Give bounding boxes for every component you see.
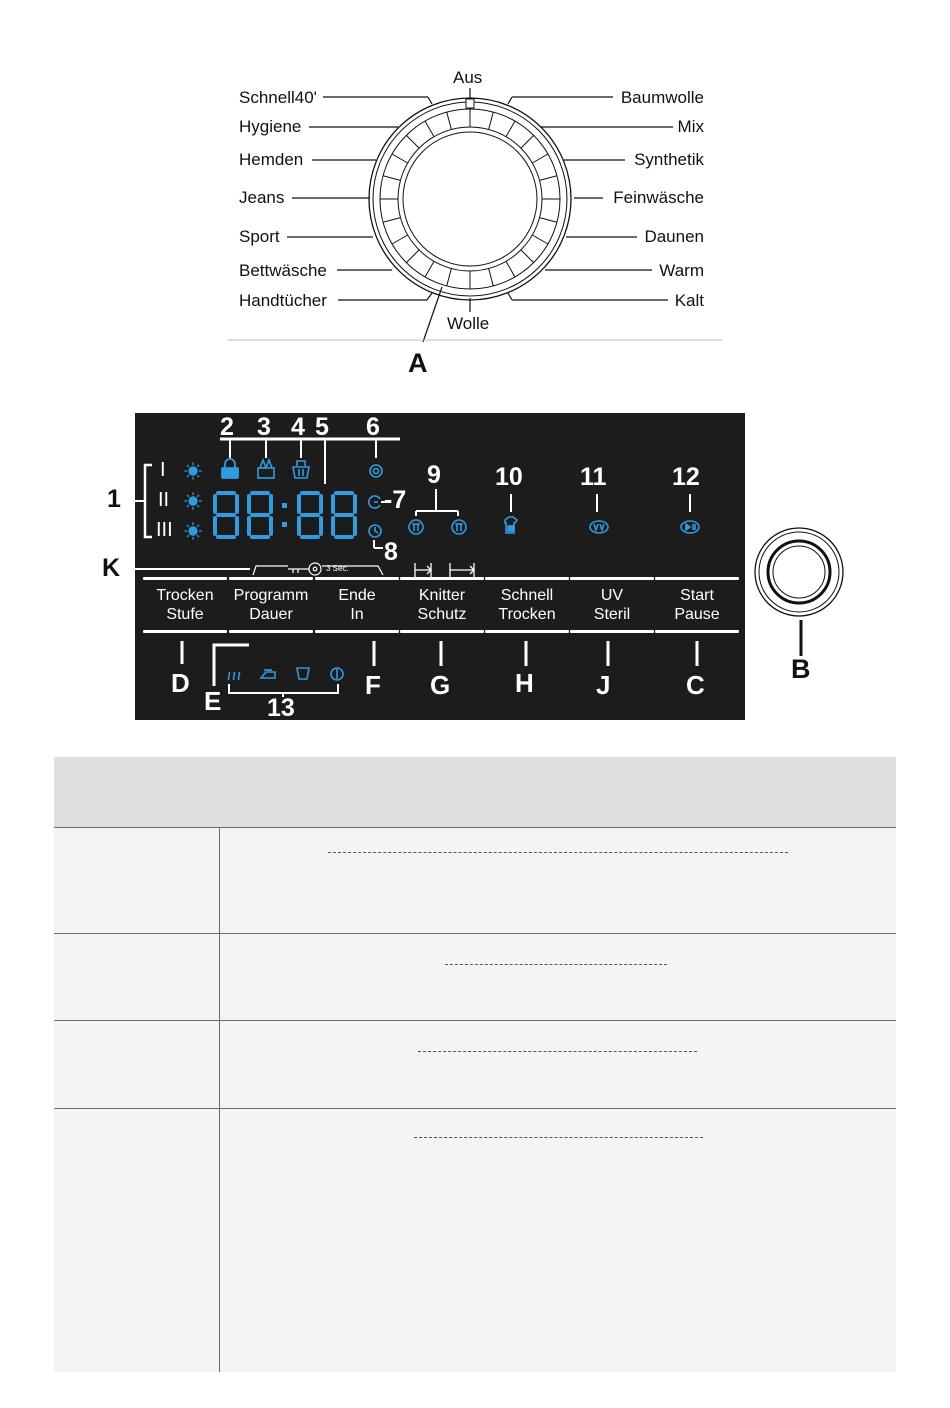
button-label-line2: Steril — [593, 606, 631, 623]
callout-8: 8 — [384, 538, 398, 566]
button-label-line1: UV — [600, 587, 624, 604]
tumble-icon — [258, 460, 274, 478]
button-label-line1: Trocken — [156, 587, 214, 604]
dial-option-kalt[interactable]: Kalt — [674, 291, 704, 310]
button-label-line2: In — [350, 606, 364, 623]
key-lock-icon — [288, 563, 321, 575]
callout-9: 9 — [427, 461, 441, 489]
button-label-line2: Stufe — [166, 606, 204, 623]
dotted-leader — [418, 1051, 697, 1052]
button-label-line2: Schutz — [417, 606, 467, 623]
table-row — [54, 1021, 896, 1109]
cupboard-dry-icon — [297, 668, 309, 679]
table-row — [54, 934, 896, 1021]
dotted-leader — [328, 852, 788, 853]
dial-option-aus[interactable]: Aus — [453, 68, 483, 87]
start-pause-icon — [681, 521, 699, 533]
level-mark-1: I — [160, 459, 166, 481]
dial-option-daunen[interactable]: Daunen — [644, 227, 704, 246]
callout-11: 11 — [580, 463, 607, 491]
dial-option-wolle[interactable]: Wolle — [447, 314, 490, 333]
callout-e: E — [204, 686, 222, 716]
anti-crease-icon-2 — [452, 520, 466, 534]
dial-option-feinwaesche[interactable]: Feinwäsche — [613, 188, 704, 207]
dial-option-baumwolle[interactable]: Baumwolle — [620, 88, 704, 107]
button-programm-dauer[interactable] — [229, 577, 313, 635]
callout-7: -7 — [384, 486, 407, 514]
iron-icon — [261, 670, 275, 678]
callout-3: 3 — [257, 413, 271, 441]
level-mark-2: II — [158, 489, 170, 511]
button-label-line1: Ende — [338, 587, 376, 604]
callout-d: D — [171, 668, 190, 698]
button-label-line1: Programm — [233, 587, 309, 604]
button-label-line1: Start — [680, 587, 714, 604]
dial-option-mix[interactable]: Mix — [677, 117, 704, 136]
dial-option-sport[interactable]: Sport — [239, 227, 280, 246]
level-mark-3: III — [156, 519, 173, 541]
wifi-icon — [370, 465, 382, 477]
callout-b: B — [791, 654, 811, 684]
dial-option-handtuecher[interactable]: Handtücher — [239, 291, 327, 310]
callout-c: C — [686, 670, 705, 700]
time-display — [215, 493, 355, 537]
table-cell-left — [54, 934, 220, 1020]
button-knitter-schutz[interactable] — [400, 577, 484, 635]
callout-1: 1 — [107, 485, 121, 513]
dotted-leader — [414, 1137, 703, 1138]
button-label-line2: Trocken — [498, 606, 556, 623]
anti-crease-icon-1 — [409, 520, 423, 534]
table-cell-left — [54, 1109, 220, 1372]
table-cell-left — [54, 1021, 220, 1108]
button-ende-in[interactable] — [315, 577, 399, 635]
dial-option-bettwaesche[interactable]: Bettwäsche — [239, 261, 327, 280]
callout-f: F — [365, 670, 381, 700]
dial-option-hemden[interactable]: Hemden — [239, 150, 304, 169]
callout-5: 5 — [315, 413, 329, 441]
button-trocken-stufe[interactable] — [143, 577, 227, 635]
quick-dry-shirt-icon — [505, 517, 517, 533]
dial-option-jeans[interactable]: Jeans — [239, 188, 285, 207]
display-colon — [282, 503, 287, 527]
dial-option-schnell40[interactable]: Schnell40' — [239, 88, 317, 107]
filter-clean-icon — [293, 461, 309, 478]
button-start-pause[interactable] — [655, 577, 739, 635]
dotted-leader — [445, 964, 667, 965]
callout-k: K — [102, 554, 121, 582]
callout-j: J — [596, 670, 611, 700]
callout-12: 12 — [672, 463, 700, 491]
callout-6: 6 — [366, 413, 380, 441]
callout-13: 13 — [267, 694, 295, 722]
button-label-line2: Pause — [674, 606, 720, 623]
uv-sterilize-icon — [590, 521, 608, 533]
callout-10: 10 — [495, 463, 523, 491]
program-duration-icon — [369, 496, 380, 508]
table-row — [54, 828, 896, 934]
table-row — [54, 1109, 896, 1372]
callout-4: 4 — [291, 413, 305, 441]
callout-g: G — [430, 670, 451, 700]
button-label-line1: Schnell — [500, 587, 554, 604]
button-uv-steril[interactable] — [570, 577, 654, 635]
lock-hint: 3 Sec. — [326, 564, 349, 573]
table-cell-left — [54, 828, 220, 933]
dial-option-synthetik[interactable]: Synthetik — [634, 150, 704, 169]
child-lock-icon — [222, 459, 238, 478]
callout-2: 2 — [220, 413, 234, 441]
dial-option-warm[interactable]: Warm — [659, 261, 704, 280]
callout-h: H — [515, 668, 534, 698]
extra-dry-icon — [331, 668, 343, 680]
button-schnell-trocken[interactable] — [485, 577, 569, 635]
start-knob — [755, 528, 843, 616]
button-label-line1: Knitter — [418, 587, 466, 604]
callout-a: A — [408, 348, 428, 378]
steam-icon — [228, 672, 239, 680]
end-time-clock-icon — [369, 525, 381, 537]
dial-option-hygiene[interactable]: Hygiene — [239, 117, 302, 136]
table-header — [54, 757, 896, 827]
button-label-line2: Dauer — [249, 606, 293, 623]
